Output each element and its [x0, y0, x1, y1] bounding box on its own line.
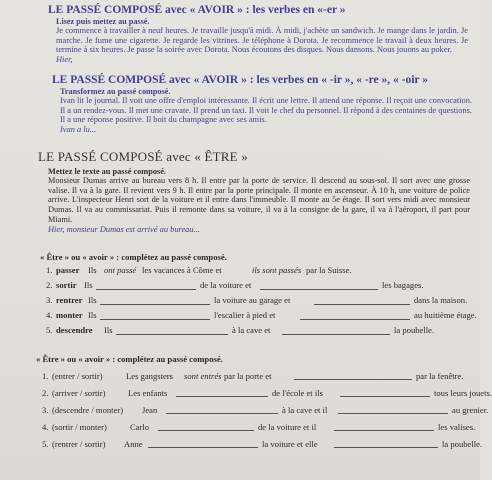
exercise-row — [34, 368, 470, 385]
row-text: tous leurs jouets. — [434, 388, 492, 398]
exercise-row — [38, 278, 470, 293]
row-text: à la cave et — [232, 325, 271, 335]
section-instruction: Mettez le texte au passé composé. — [48, 167, 166, 176]
row-answer: sont entrés — [184, 371, 222, 381]
section-title: LE PASSÉ COMPOSÉ avec « AVOIR » : les verbes en «-er » — [48, 4, 346, 16]
answer-blank[interactable] — [100, 293, 210, 305]
row-text: Ils — [88, 265, 97, 275]
row-verbs: (sortir / monter) — [52, 422, 107, 432]
exercise-row — [34, 385, 492, 402]
answer-blank[interactable] — [314, 293, 410, 305]
row-text: dans la maison. — [414, 295, 468, 305]
answer-blank[interactable] — [300, 308, 410, 320]
section-title: LE PASSÉ COMPOSÉ avec « AVOIR » : les verbes en « -ir », « -re », « -oir » — [52, 74, 428, 86]
section-instruction: Lisez puis mettez au passé. — [56, 17, 150, 26]
row-text: la voiture et elle — [262, 439, 318, 449]
answer-blank[interactable] — [148, 436, 258, 448]
row-verb: monter — [56, 310, 83, 320]
row-number: 4. — [42, 422, 49, 432]
row-answer: ils sont passés — [252, 265, 302, 275]
exercise-row — [34, 436, 483, 453]
section-example: Hier, — [56, 54, 73, 64]
row-number: 1. — [42, 371, 49, 381]
row-text: Jean — [142, 405, 158, 415]
section-etre — [38, 150, 470, 234]
exercise-row — [38, 263, 470, 278]
answer-blank[interactable] — [334, 436, 438, 448]
row-text: Ils — [88, 310, 97, 320]
answer-blank[interactable] — [96, 278, 196, 290]
row-number: 5. — [46, 325, 53, 335]
row-text: l'escalier à pied et — [214, 310, 276, 320]
answer-blank[interactable] — [340, 385, 430, 397]
row-verbs: (descendre / monter) — [52, 405, 124, 415]
row-text: de la voiture et — [200, 280, 252, 290]
row-text: Ils — [88, 295, 97, 305]
exercise-etre-avoir-2 — [34, 354, 492, 453]
section-instruction: Transformez au passé composé. — [60, 87, 171, 96]
section-example: Ivan a lu... — [60, 124, 97, 134]
exercise-row — [38, 323, 470, 338]
row-text: la poubelle. — [394, 325, 435, 335]
row-answer: ont passé — [104, 265, 137, 275]
exercise-row — [34, 402, 489, 419]
answer-blank[interactable] — [338, 402, 448, 414]
row-text: Les gangsters — [126, 371, 174, 381]
row-number: 5. — [42, 439, 49, 449]
row-text: par la Suisse. — [306, 265, 352, 275]
exercise-row — [38, 293, 470, 308]
section-text: Ivan lit le journal. Il voit une offre d'emploi intéressante. Il écrit une lettre. Il attend une réponse. Il reçoit une convocation. Il a un rendez-vous. Il met une cravate. Il prend un taxi. Il voit le chef du personnel. Il répond à des centaines de questions. Il a une réponse positive. Il boit du champagne avec ses amis. — [60, 96, 472, 125]
row-text: la voiture au garage et — [214, 295, 291, 305]
exercise-row — [38, 308, 477, 323]
row-verb: rentrer — [56, 295, 83, 305]
row-text: les valises. — [438, 422, 476, 432]
row-text: par la porte et — [224, 371, 272, 381]
section-avoir-er — [48, 4, 468, 64]
row-text: les vacances à Côme et — [142, 265, 222, 275]
row-text: par la fenêtre. — [416, 371, 464, 381]
row-text: Ils — [84, 280, 93, 290]
section-text: Je commence à travailler à neuf heures. Je travaille jusqu'à midi. À midi, j'achète un sandwich. Je mange dans le jardin. Je marche. Je fume une cigarette. Je regarde les vitrines. Je téléphone à Dorota. Je recommence le travail à deux heures. Je termine à six heures. Je passe la soirée avec Dorota. Nous écoutons des disques. Nous dansons. Nous jouons au poker. — [56, 26, 468, 55]
row-text: Carlo — [130, 422, 150, 432]
row-verb: sortir — [56, 280, 77, 290]
exercise-title: « Être » ou « avoir » : complétez au passé composé. — [40, 252, 227, 262]
row-number: 2. — [42, 388, 49, 398]
answer-blank[interactable] — [334, 419, 434, 431]
row-verb: passer — [56, 265, 80, 275]
row-verbs: (arriver / sortir) — [52, 388, 106, 398]
answer-blank[interactable] — [116, 323, 228, 335]
row-text: la poubelle. — [442, 439, 483, 449]
row-text: les bagages. — [382, 280, 424, 290]
answer-blank[interactable] — [158, 419, 254, 431]
row-number: 3. — [42, 405, 49, 415]
section-text: Monsieur Dumas arrive au bureau vers 8 h. Il entre par la porte de service. Il descend au sous-sol. Il sort avec une grosse valise. Il va à la gare. Il revient vers 9 h. Il entre par la porte principale. Il monte en ascenseur. À 10 h, une voiture de police arrive. L'inspecteur Henri sort de la voiture et il entre dans l'immeuble. Il monte au 5e étage. Il sort vers midi avec monsieur Dumas. Il va au commissariat. Puis il remonte dans sa voiture, il va à la consigne de la gare, il va à l'aéroport, il part pour Miami. — [48, 176, 470, 224]
row-text: Les enfants — [128, 388, 168, 398]
exercise-row — [34, 419, 476, 436]
row-text: au grenier. — [452, 405, 489, 415]
section-avoir-ir-re-oir — [52, 74, 472, 134]
answer-blank[interactable] — [176, 385, 268, 397]
section-example: Hier, monsieur Dumas est arrivé au bureau... — [48, 224, 200, 234]
exercise-etre-avoir-1 — [38, 252, 477, 338]
row-text: Anne — [124, 439, 143, 449]
answer-blank[interactable] — [260, 278, 378, 290]
row-text: de l'école et ils — [272, 388, 323, 398]
row-number: 4. — [46, 310, 53, 320]
row-number: 2. — [46, 280, 53, 290]
row-verbs: (rentrer / sortir) — [52, 439, 106, 449]
answer-blank[interactable] — [166, 402, 278, 414]
row-text: à la cave et il — [282, 405, 328, 415]
row-text: au huitième étage. — [414, 310, 477, 320]
row-number: 3. — [46, 295, 53, 305]
row-verb: descendre — [56, 325, 93, 335]
answer-blank[interactable] — [294, 368, 412, 380]
answer-blank[interactable] — [100, 308, 210, 320]
row-verbs: (entrer / sortir) — [52, 371, 103, 381]
row-number: 1. — [46, 265, 53, 275]
answer-blank[interactable] — [282, 323, 390, 335]
section-title: LE PASSÉ COMPOSÉ avec « ÊTRE » — [38, 149, 248, 164]
exercise-title: « Être » ou « avoir » : complétez au passé composé. — [36, 354, 223, 364]
row-text: Ils — [104, 325, 113, 335]
row-text: de la voiture et il — [258, 422, 317, 432]
